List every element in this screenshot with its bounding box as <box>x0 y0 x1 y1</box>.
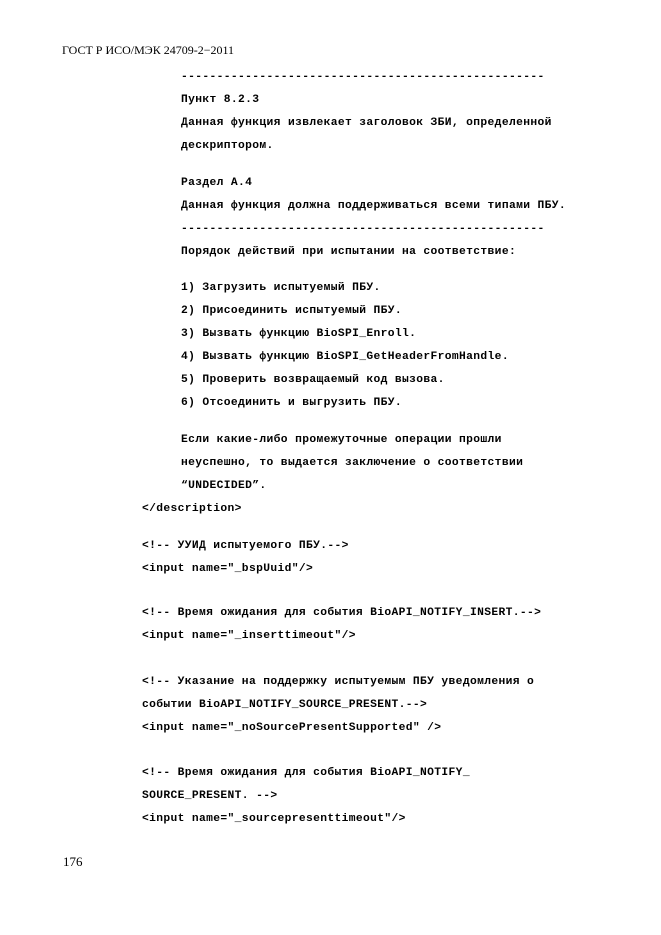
verdict-note: “UNDECIDED”. <box>181 480 267 492</box>
xml-comment: событии BioAPI_NOTIFY_SOURCE_PRESENT.--> <box>142 699 428 711</box>
xml-input-tag: <input name="_noSourcePresentSupported" /> <box>142 722 442 734</box>
procedure-heading: Порядок действий при испытании на соответствие: <box>181 246 517 258</box>
verdict-note: неуспешно, то выдается заключение о соответствии <box>181 457 524 469</box>
document-header: ГОСТ Р ИСО/МЭК 24709-2−2011 <box>62 43 235 57</box>
separator-line: --------------------------------------------------- <box>181 71 545 83</box>
xml-input-tag: <input name="_inserttimeout"/> <box>142 630 356 642</box>
xml-comment: <!-- Время ожидания для события BioAPI_NOTIFY_ <box>142 767 470 779</box>
xml-input-tag: <input name="_bspUuid"/> <box>142 563 314 575</box>
section-reference: Раздел А.4 <box>181 177 253 189</box>
procedure-step: 3) Вызвать функцию BioSPI_Enroll. <box>181 328 417 340</box>
xml-input-tag: <input name="_sourcepresenttimeout"/> <box>142 813 406 825</box>
procedure-step: 2) Присоединить испытуемый ПБУ. <box>181 305 403 317</box>
xml-comment: SOURCE_PRESENT. --> <box>142 790 278 802</box>
closing-description-tag: </description> <box>142 503 242 515</box>
xml-comment: <!-- УУИД испытуемого ПБУ.--> <box>142 540 349 552</box>
description-line: дескриптором. <box>181 140 274 152</box>
description-line: Данная функция должна поддерживаться всеми типами ПБУ. <box>181 200 566 212</box>
procedure-step: 4) Вызвать функцию BioSPI_GetHeaderFromHandle. <box>181 351 509 363</box>
procedure-step: 6) Отсоединить и выгрузить ПБУ. <box>181 397 403 409</box>
separator-line: --------------------------------------------------- <box>181 223 545 235</box>
description-line: Данная функция извлекает заголовок ЗБИ, определенной <box>181 117 552 129</box>
procedure-step: 1) Загрузить испытуемый ПБУ. <box>181 282 381 294</box>
procedure-step: 5) Проверить возвращаемый код вызова. <box>181 374 445 386</box>
xml-comment: <!-- Указание на поддержку испытуемым ПБУ уведомления о <box>142 676 535 688</box>
xml-comment: <!-- Время ожидания для события BioAPI_NOTIFY_INSERT.--> <box>142 607 542 619</box>
page-number: 176 <box>63 854 83 869</box>
verdict-note: Если какие-либо промежуточные операции прошли <box>181 434 502 446</box>
clause-reference: Пункт 8.2.3 <box>181 94 260 106</box>
